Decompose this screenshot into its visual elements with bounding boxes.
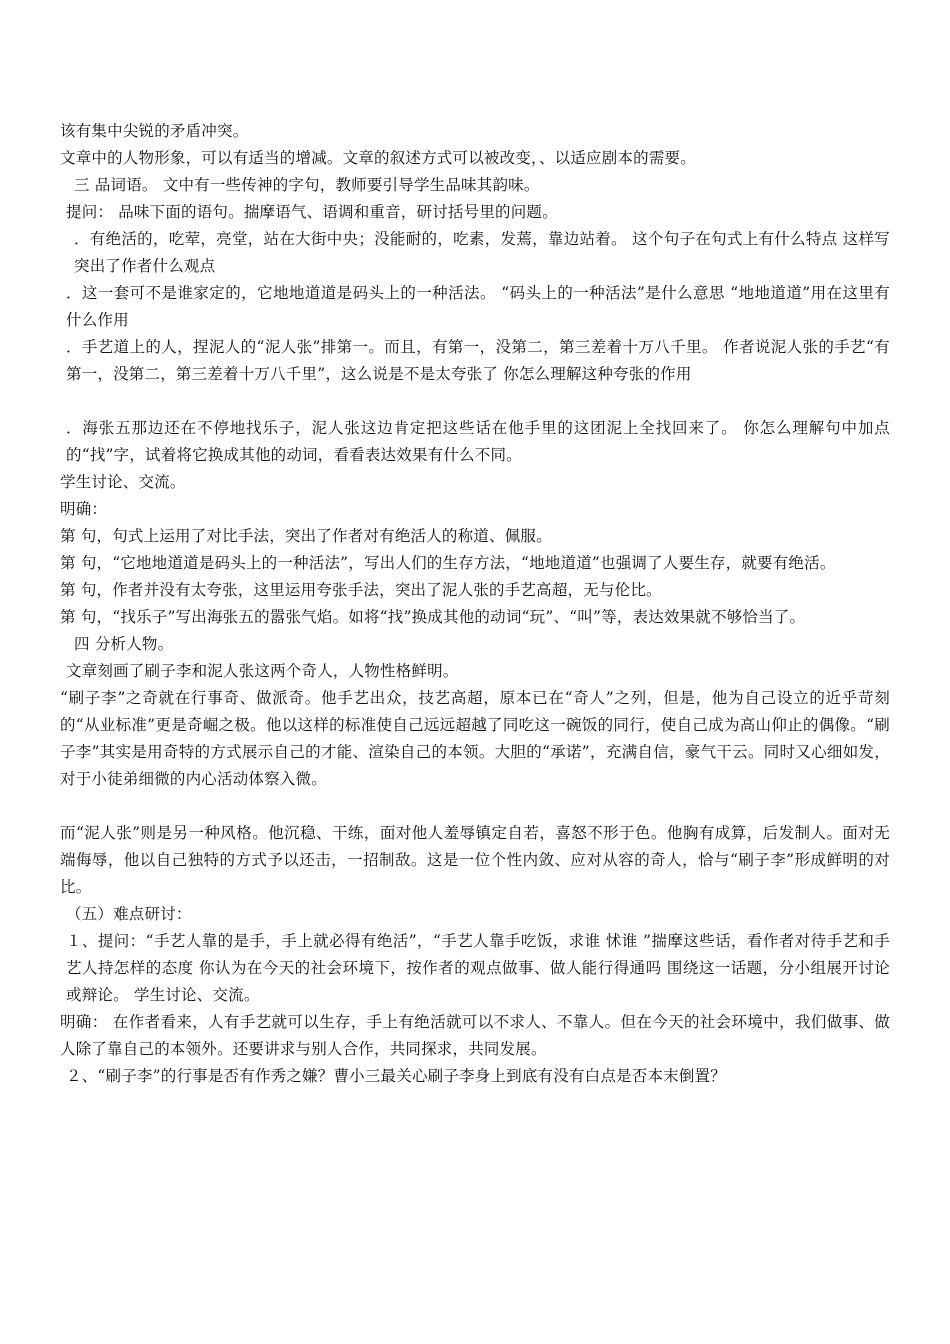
answer-item-3: 第 句，作者并没有太夸张，这里运用夸张手法，突出了泥人张的手艺高超，无与伦比。 [60,581,662,599]
paragraph-clarify-label: 明确： [60,500,108,518]
question-item-3: ．手艺道上的人，捏泥人的“泥人张”排第一。而且，有第一，没第二，第三差着十万八千里。 作者说泥人张的手艺“有第一，没第二，第三差着十万八千里”，这么说是不是太夸张了 你怎么理解这种夸张的作用 [66,338,890,383]
paragraph-question-intro: 提问： 品味下面的语句。揣摩语气、语调和重音，研讨括号里的问题。 [66,203,558,221]
difficulty-answer-1: 明确： 在作者看来，人有手艺就可以生存，手上有绝活就可以不求人、不靠人。但在今天的社会环境中，我们做事、做人除了靠自己的本领外。还要讲求与别人合作，共同探求，共同发展。 [60,1013,890,1058]
answer-item-4: 第 句，“找乐子”写出海张五的嚣张气焰。如将“找”换成其他的动词“玩”、“叫”等，表达效果就不够恰当了。 [60,608,806,626]
section-heading-difficulty: （五）难点研讨： [66,905,192,923]
question-item-2: ．这一套可不是谁家定的，它地地道道是码头上的一种活法。 “码头上的一种活法”是什么意思 “地地道道”用在这里有什么作用 [66,284,890,329]
answer-item-2: 第 句，“它地地道道是码头上的一种活法”，写出人们的生存方法，“地地道道”也强调了人要生存，就要有绝活。 [60,554,836,572]
section-heading-words: 三 品词语。 文中有一些传神的字句，教师要引导学生品味其韵味。 [74,176,540,194]
section-heading-characters: 四 分析人物。 [74,635,174,653]
document-body [60,118,890,1090]
paragraph-characters-intro: 文章刻画了刷子李和泥人张这两个奇人，人物性格鲜明。 [66,662,459,680]
paragraph-characters: 文章中的人物形象，可以有适当的增减。文章的叙述方式可以被改变，、以适应剧本的需要。 [60,149,696,167]
question-item-4: ．海张五那边还在不停地找乐子，泥人张这边肯定把这些话在他手里的这团泥上全找回来了。 你怎么理解句中加点的“找”字，试着将它换成其他的动词，看看表达效果有什么不同。 [66,419,890,464]
difficulty-item-2: ２、“刷子李”的行事是否有作秀之嫌？曹小三最关心刷子李身上到底有没有白点是否本末倒置？ [66,1067,726,1085]
paragraph-nirenzhang: 而“泥人张”则是另一种风格。他沉稳、干练，面对他人羞辱镇定自若，喜怒不形于色。他胸有成算，后发制人。面对无端侮辱，他以自己独特的方式予以还击，一招制敌。这是一位个性内敛、应对从容的奇人，恰与“刷子李”形成鲜明的对比。 [60,824,890,896]
blank-line [60,388,890,415]
paragraph-shuazili: “刷子李”之奇就在行事奇、做派奇。他手艺出众，技艺高超，原本已在“奇人”之列，但是，他为自己设立的近乎苛刻的“从业标准”更是奇崛之极。他以这样的标准使自己远远超越了同吃这一碗饭的同行，使自己成为高山仰止的偶像。“刷子李”其实是用奇特的方式展示自己的才能、渲染自己的本领。大胆的“承诺”，充满自信，豪气干云。同时又心细如发，对于小徒弟细微的内心活动体察入微。 [60,689,890,788]
question-item-1: ．有绝活的，吃荤，亮堂，站在大街中央；没能耐的，吃素，发蔫，靠边站着。 这个句子在句式上有什么特点 这样写突出了作者什么观点 [74,230,890,275]
paragraph-conflict: 该有集中尖锐的矛盾冲突。 [60,122,249,140]
paragraph-discussion: 学生讨论、交流。 [60,473,186,491]
blank-line [60,793,890,820]
difficulty-item-1: １、提问：“手艺人靠的是手，手上就必得有绝活”，“手艺人靠手吃饭，求谁 怵谁 ”揣摩这些话，看作者对待手艺和手艺人持怎样的态度 你认为在今天的社会环境下，按作者的观点做事、做人能行得通吗 围绕这一话题，分小组展开讨论或辩论。 学生讨论、交流。 [66,932,890,1004]
answer-item-1: 第 句，句式上运用了对比手法，突出了作者对有绝活人的称道、佩服。 [60,527,552,545]
